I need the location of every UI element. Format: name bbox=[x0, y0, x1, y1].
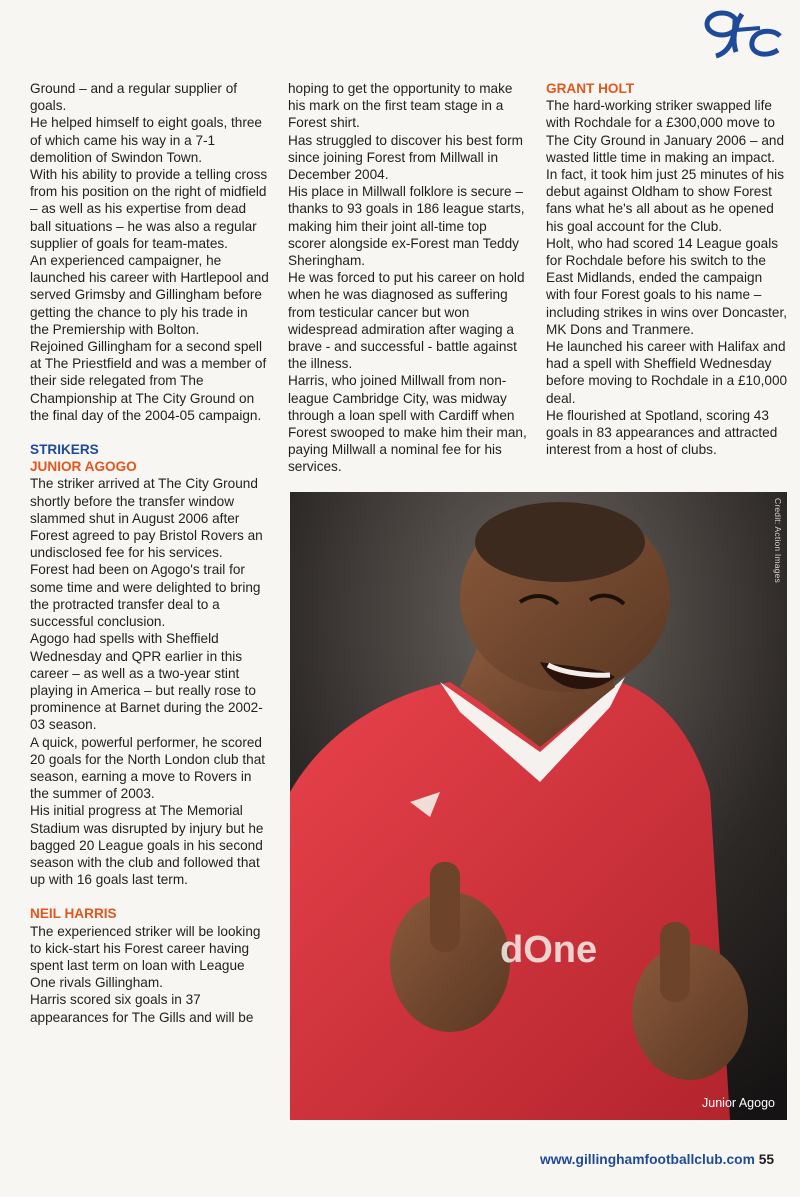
club-logo bbox=[702, 8, 784, 60]
photo-caption: Junior Agogo bbox=[702, 1096, 775, 1110]
paragraph: He flourished at Spotland, scoring 43 goals in 83 appearances and attracted interest from a host of clubs. bbox=[546, 407, 778, 458]
page-footer bbox=[540, 1152, 795, 1167]
paragraph: The hard-working striker swapped life with Rochdale for a £300,000 move to The City Ground in January 2006 – and wasted little time in making an impact. bbox=[546, 98, 785, 165]
heading-grant-holt: GRANT HOLT bbox=[546, 81, 635, 96]
paragraph: Harris scored six goals in 37 appearances for The Gills and will be bbox=[30, 992, 254, 1025]
paragraph: Agogo had spells with Sheffield Wednesday and QPR earlier in this career – as well as a two-year stint playing in America – but really rose to prominence at Barnet during the 2002-03 season. bbox=[30, 631, 263, 733]
paragraph: In fact, it took him just 25 minutes of his debut against Oldham to show Forest fans what he's all about as he opened his goal account for the Club. bbox=[546, 167, 784, 234]
paragraph: He launched his career with Halifax and had a spell with Sheffield Wednesday before moving to Rochdale in a £10,000 deal. bbox=[546, 339, 788, 406]
paragraph: A quick, powerful performer, he scored 20 goals for the North London club that season, earning a move to Rovers in the summer of 2003. bbox=[30, 734, 266, 802]
paragraph: Ground – and a regular supplier of goals. bbox=[30, 81, 238, 114]
paragraph: An experienced campaigner, he launched his career with Hartlepool and served Grimsby and Gillingham before getting the chance to ply his trade in the Premiership with Bolton. bbox=[30, 253, 269, 337]
paragraph: The striker arrived at The City Ground shortly before the transfer window slammed shut in August 2006 after Forest agreed to pay Bristol Rovers an undisclosed fee for his services. bbox=[30, 476, 263, 561]
player-photo bbox=[290, 492, 787, 1120]
heading-neil-harris: NEIL HARRIS bbox=[30, 906, 117, 922]
photo-credit: Credit: Action Images bbox=[773, 498, 783, 583]
paragraph: His initial progress at The Memorial Stadium was disrupted by injury but he bagged 20 League goals in his second season with the club and followed that up with 16 goals last term. bbox=[30, 803, 264, 888]
paragraph: His place in Millwall folklore is secure – thanks to 93 goals in 186 league starts, making him their joint all-time top scorer alongside ex-Forest man Teddy Sheringham. bbox=[288, 184, 525, 269]
paragraph: Harris, who joined Millwall from non-league Cambridge City, was midway through a loan spell with Cardiff when Forest swooped to make him their man, paying Millwall a nominal fee for his services. bbox=[288, 373, 527, 475]
paragraph: hoping to get the opportunity to make his mark on the first team stage in a Forest shirt. bbox=[288, 81, 513, 131]
paragraph: Rejoined Gillingham for a second spell at The Priestfield and was a member of their side relegated from The Championship at The City Ground on the final day of the 2004-05 campaign. bbox=[30, 339, 267, 423]
paragraph: Forest had been on Agogo's trail for some time and were delighted to bring the protracted transfer deal to a successful conclusion. bbox=[30, 562, 261, 630]
paragraph: Has struggled to discover his best form since joining Forest from Millwall in December 2004. bbox=[288, 132, 523, 183]
column-3 bbox=[546, 80, 790, 458]
svg-text:dOne: dOne bbox=[500, 929, 598, 971]
column-1 bbox=[30, 80, 270, 1026]
club-website-link[interactable]: www.gillinghamfootballclub.com bbox=[540, 1152, 755, 1167]
heading-junior-agogo: JUNIOR AGOGO bbox=[30, 459, 137, 475]
paragraph: Holt, who had scored 14 League goals for Rochdale before his switch to the East Midlands, ended the campaign with four Forest goals to his name – including strikes in wins over Doncaster, MK Dons and Tranmere. bbox=[546, 235, 788, 337]
page-number: 55 bbox=[758, 1152, 775, 1167]
paragraph: With his ability to provide a telling cross from his position on the right of midfield – as well as his expertise from dead ball situations – he was also a regular supplier of goals for team-mates. bbox=[30, 167, 268, 251]
player-illustration bbox=[290, 492, 787, 1120]
paragraph: He helped himself to eight goals, three of which came his way in a 7-1 demolition of Swindon Town. bbox=[30, 115, 262, 165]
paragraph: The experienced striker will be looking to kick-start his Forest career having spent last term on loan with League One rivals Gillingham. bbox=[30, 923, 261, 991]
column-2 bbox=[288, 80, 528, 476]
paragraph: He was forced to put his career on hold when he was diagnosed as suffering from testicular cancer but won widespread admiration after waging a brave - and successful - battle against the illness. bbox=[288, 270, 525, 372]
section-title-strikers: STRIKERS bbox=[30, 442, 99, 458]
